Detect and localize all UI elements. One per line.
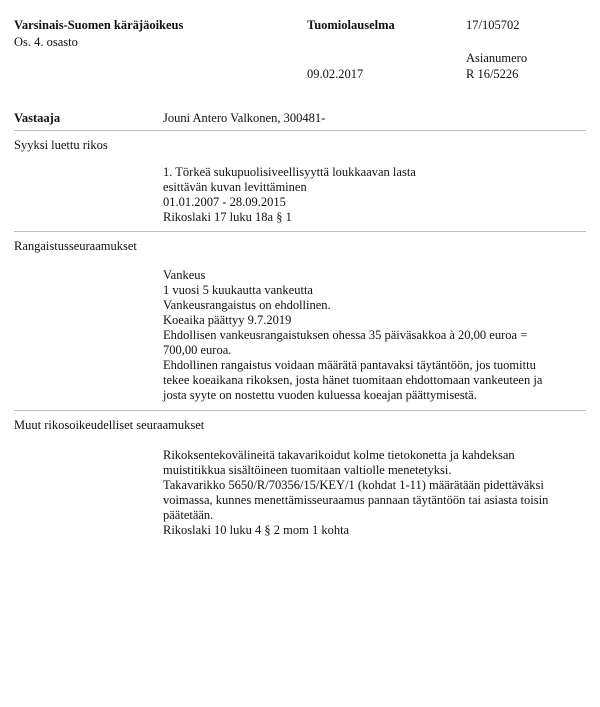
section-divider: [14, 231, 586, 232]
consequence-line: päätetään.: [163, 508, 214, 522]
sanctions-label: Rangaistusseuraamukset: [14, 239, 137, 253]
defendant-label: Vastaaja: [14, 111, 61, 125]
charge-line: 01.01.2007 - 28.09.2015: [163, 195, 286, 209]
case-number-label: Asianumero: [466, 51, 528, 65]
sanction-line: 1 vuosi 5 kuukautta vankeutta: [163, 283, 313, 297]
sanction-line: Koeaika päättyy 9.7.2019: [163, 313, 292, 327]
section-divider: [14, 130, 586, 131]
document-type: Tuomiolauselma: [307, 18, 395, 32]
consequence-line: Rikoslaki 10 luku 4 § 2 mom 1 kohta: [163, 523, 350, 537]
consequence-line: voimassa, kunnes menettämisseuraamus pannaan täytäntöön tai asiasta toisin: [163, 493, 549, 507]
sanction-line: josta syyte on nostettu vuoden kuluessa koeajan päättymisestä.: [163, 388, 477, 402]
charge-line: Rikoslaki 17 luku 18a § 1: [163, 210, 292, 224]
consequence-line: muistitikkua sisältöineen tuomitaan valtiolle menetetyksi.: [163, 463, 452, 477]
document-number: 17/105702: [466, 18, 520, 32]
sanction-line: tekee koeaikana rikoksen, josta hänet tuomitaan ehdottomaan vankeuteen ja: [163, 373, 543, 387]
consequence-line: Takavarikko 5650/R/70356/15/KEY/1 (kohdat 1-11) määrätään pidettäväksi: [163, 478, 544, 492]
defendant-value: Jouni Antero Valkonen, 300481-: [163, 111, 326, 125]
department: Os. 4. osasto: [14, 35, 78, 49]
other-consequences-block: [163, 448, 573, 538]
sanction-line: Vankeus: [163, 268, 206, 282]
sanction-line: 700,00 euroa.: [163, 343, 232, 357]
sanction-line: Ehdollisen vankeusrangaistuksen ohessa 35 päiväsakkoa à 20,00 euroa =: [163, 328, 528, 342]
document-date: 09.02.2017: [307, 67, 364, 81]
charge-line: 1. Törkeä sukupuolisiveellisyyttä loukkaavan lasta: [163, 165, 416, 179]
charge-line: esittävän kuvan levittäminen: [163, 180, 307, 194]
section-divider: [14, 410, 586, 411]
sanction-line: Vankeusrangaistus on ehdollinen.: [163, 298, 331, 312]
other-consequences-label: Muut rikosoikeudelliset seuraamukset: [14, 418, 205, 432]
charges-label: Syyksi luettu rikos: [14, 138, 108, 152]
sanction-line: Ehdollinen rangaistus voidaan määrätä pantavaksi täytäntöön, jos tuomittu: [163, 358, 536, 372]
case-number: R 16/5226: [466, 67, 519, 81]
consequence-line: Rikoksentekovälineitä takavarikoidut kolme tietokonetta ja kahdeksan: [163, 448, 515, 462]
sanctions-block: [163, 268, 573, 403]
charges-block: [163, 165, 573, 225]
court-name: Varsinais-Suomen käräjäoikeus: [14, 18, 184, 32]
